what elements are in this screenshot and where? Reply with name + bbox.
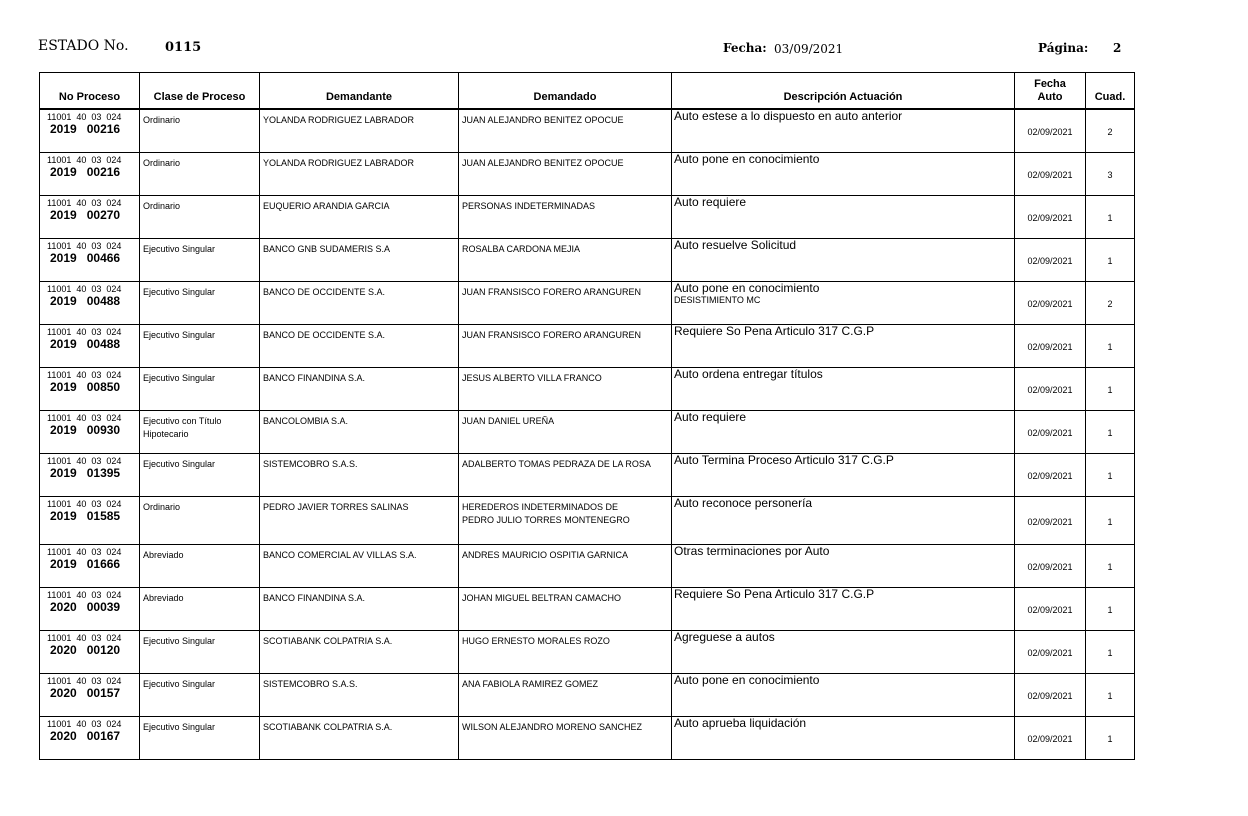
cell-cuad: 1	[1086, 411, 1135, 454]
cell-fecha-auto: 02/09/2021	[1015, 325, 1086, 368]
cell-no-proceso	[40, 674, 140, 717]
cell-fecha-auto: 02/09/2021	[1015, 109, 1086, 153]
descripcion-text: Auto pone en conocimiento	[674, 673, 820, 687]
proceso-code: 11001 40 03 024	[47, 284, 122, 294]
cell-demandante: PEDRO JAVIER TORRES SALINAS	[260, 497, 459, 545]
cell-descripcion	[672, 196, 1015, 239]
cell-demandado: JUAN FRANSISCO FORERO ARANGUREN	[459, 325, 672, 368]
table-header-row	[40, 73, 1135, 110]
descripcion-text: Auto pone en conocimiento	[674, 152, 820, 166]
descripcion-text: Requiere So Pena Articulo 317 C.G.P	[674, 324, 875, 338]
proceso-code: 11001 40 03 024	[47, 499, 122, 509]
table-row	[40, 588, 1135, 631]
cell-demandante: EUQUERIO ARANDIA GARCIA	[260, 196, 459, 239]
table-row	[40, 109, 1135, 153]
proceso-code: 11001 40 03 024	[47, 198, 122, 208]
cell-cuad: 1	[1086, 545, 1135, 588]
proceso-code: 11001 40 03 024	[47, 370, 122, 380]
table-row	[40, 196, 1135, 239]
table-row	[40, 674, 1135, 717]
cell-cuad: 1	[1086, 196, 1135, 239]
cell-no-proceso	[40, 454, 140, 497]
cell-no-proceso	[40, 325, 140, 368]
cell-descripcion	[672, 239, 1015, 282]
proceso-year-num: 2019 00850	[50, 380, 121, 394]
cell-no-proceso	[40, 545, 140, 588]
cell-demandante: BANCO DE OCCIDENTE S.A.	[260, 325, 459, 368]
cell-fecha-auto: 02/09/2021	[1015, 282, 1086, 325]
cell-cuad: 2	[1086, 109, 1135, 153]
cell-no-proceso	[40, 368, 140, 411]
cell-cuad: 1	[1086, 239, 1135, 282]
cell-clase: Ordinario	[140, 196, 260, 239]
descripcion-detalle: DESISTIMIENTO MC	[674, 295, 761, 305]
cell-demandado: JUAN DANIEL UREÑA	[459, 411, 672, 454]
cell-cuad: 1	[1086, 325, 1135, 368]
table-row	[40, 411, 1135, 454]
cell-demandante: SISTEMCOBRO S.A.S.	[260, 454, 459, 497]
cell-demandado: JUAN FRANSISCO FORERO ARANGUREN	[459, 282, 672, 325]
table-row	[40, 368, 1135, 411]
descripcion-text: Auto aprueba liquidación	[674, 716, 807, 730]
cell-no-proceso	[40, 153, 140, 196]
cell-no-proceso	[40, 588, 140, 631]
cell-cuad: 1	[1086, 588, 1135, 631]
table-row	[40, 282, 1135, 325]
proceso-code: 11001 40 03 024	[47, 456, 122, 466]
cell-demandante: BANCO DE OCCIDENTE S.A.	[260, 282, 459, 325]
cell-cuad: 2	[1086, 282, 1135, 325]
cell-cuad: 1	[1086, 497, 1135, 545]
cell-demandado: JOHAN MIGUEL BELTRAN CAMACHO	[459, 588, 672, 631]
proceso-year-num: 2019 00216	[50, 122, 121, 136]
cell-no-proceso	[40, 196, 140, 239]
cell-demandado: WILSON ALEJANDRO MORENO SANCHEZ	[459, 717, 672, 760]
estado-number: 0115	[165, 40, 202, 55]
proceso-code: 11001 40 03 024	[47, 633, 122, 643]
cell-clase: Ejecutivo Singular	[140, 325, 260, 368]
col-header-no-proceso: No Proceso	[40, 73, 140, 110]
cell-demandado: ADALBERTO TOMAS PEDRAZA DE LA ROSA	[459, 454, 672, 497]
cell-fecha-auto: 02/09/2021	[1015, 588, 1086, 631]
cell-cuad: 1	[1086, 717, 1135, 760]
cell-descripcion	[672, 454, 1015, 497]
proceso-code: 11001 40 03 024	[47, 413, 122, 423]
col-header-demandado: Demandado	[459, 73, 672, 110]
descripcion-text: Auto Termina Proceso Articulo 317 C.G.P	[674, 453, 894, 467]
actuaciones-table	[39, 72, 1135, 760]
cell-descripcion	[672, 674, 1015, 717]
table-row	[40, 454, 1135, 497]
cell-fecha-auto: 02/09/2021	[1015, 631, 1086, 674]
descripcion-text: Otras terminaciones por Auto	[674, 544, 830, 558]
cell-demandante: BANCO GNB SUDAMERIS S.A	[260, 239, 459, 282]
cell-demandante: BANCOLOMBIA S.A.	[260, 411, 459, 454]
col-header-clase: Clase de Proceso	[140, 73, 260, 110]
cell-fecha-auto: 02/09/2021	[1015, 454, 1086, 497]
cell-fecha-auto: 02/09/2021	[1015, 545, 1086, 588]
proceso-code: 11001 40 03 024	[47, 547, 122, 557]
estado-label: ESTADO No.	[38, 38, 129, 54]
cell-clase: Ejecutivo Singular	[140, 454, 260, 497]
cell-clase: Ordinario	[140, 153, 260, 196]
proceso-year-num: 2019 00270	[50, 208, 121, 222]
proceso-year-num: 2019 00488	[50, 294, 121, 308]
cell-demandado: JUAN ALEJANDRO BENITEZ OPOCUE	[459, 153, 672, 196]
cell-descripcion	[672, 497, 1015, 545]
cell-demandante: YOLANDA RODRIGUEZ LABRADOR	[260, 109, 459, 153]
proceso-code: 11001 40 03 024	[47, 155, 122, 165]
proceso-year-num: 2020 00039	[50, 600, 121, 614]
cell-demandado: JUAN ALEJANDRO BENITEZ OPOCUE	[459, 109, 672, 153]
descripcion-text: Auto pone en conocimiento	[674, 281, 820, 295]
cell-demandado: HEREDEROS INDETERMINADOS DE PEDRO JULIO TORRES MONTENEGRO	[459, 497, 672, 545]
descripcion-text: Auto resuelve Solicitud	[674, 238, 797, 252]
cell-descripcion	[672, 631, 1015, 674]
cell-descripcion	[672, 717, 1015, 760]
table-row	[40, 153, 1135, 196]
proceso-code: 11001 40 03 024	[47, 327, 122, 337]
pagina-value: 2	[1113, 41, 1122, 55]
descripcion-text: Auto estese a lo dispuesto en auto anterior	[674, 109, 903, 123]
cell-demandado: ROSALBA CARDONA MEJIA	[459, 239, 672, 282]
proceso-year-num: 2020 00120	[50, 643, 121, 657]
table-row	[40, 545, 1135, 588]
fecha-label: Fecha:	[723, 41, 767, 55]
cell-clase: Ejecutivo Singular	[140, 368, 260, 411]
col-header-fecha-auto: Fecha Auto	[1015, 73, 1086, 110]
fecha-value: 03/09/2021	[774, 42, 844, 56]
cell-demandado: JESUS ALBERTO VILLA FRANCO	[459, 368, 672, 411]
table-row	[40, 717, 1135, 760]
table-row	[40, 325, 1135, 368]
cell-fecha-auto: 02/09/2021	[1015, 153, 1086, 196]
proceso-code: 11001 40 03 024	[47, 719, 122, 729]
cell-no-proceso	[40, 411, 140, 454]
cell-clase: Ordinario	[140, 497, 260, 545]
cell-clase: Ejecutivo Singular	[140, 674, 260, 717]
cell-demandado: ANA FABIOLA RAMIREZ GOMEZ	[459, 674, 672, 717]
descripcion-text: Auto ordena entregar títulos	[674, 367, 823, 381]
cell-clase: Abreviado	[140, 588, 260, 631]
cell-fecha-auto: 02/09/2021	[1015, 674, 1086, 717]
cell-no-proceso	[40, 282, 140, 325]
proceso-code: 11001 40 03 024	[47, 590, 122, 600]
cell-no-proceso	[40, 631, 140, 674]
table-row	[40, 239, 1135, 282]
cell-demandado: PERSONAS INDETERMINADAS	[459, 196, 672, 239]
proceso-year-num: 2019 00466	[50, 251, 121, 265]
cell-descripcion	[672, 411, 1015, 454]
cell-cuad: 1	[1086, 674, 1135, 717]
col-header-descripcion: Descripción Actuación	[672, 73, 1015, 110]
cell-clase: Ejecutivo Singular	[140, 717, 260, 760]
pagina-label: Página:	[1038, 41, 1089, 55]
cell-cuad: 1	[1086, 454, 1135, 497]
cell-descripcion	[672, 545, 1015, 588]
cell-demandante: SCOTIABANK COLPATRIA S.A.	[260, 631, 459, 674]
cell-cuad: 1	[1086, 631, 1135, 674]
table-body	[40, 109, 1135, 760]
descripcion-text: Auto requiere	[674, 195, 747, 209]
cell-clase: Abreviado	[140, 545, 260, 588]
cell-clase: Ejecutivo Singular	[140, 239, 260, 282]
proceso-year-num: 2019 01666	[50, 557, 121, 571]
proceso-code: 11001 40 03 024	[47, 241, 122, 251]
proceso-year-num: 2019 00216	[50, 165, 121, 179]
cell-descripcion	[672, 588, 1015, 631]
proceso-code: 11001 40 03 024	[47, 676, 122, 686]
cell-demandante: YOLANDA RODRIGUEZ LABRADOR	[260, 153, 459, 196]
cell-no-proceso	[40, 109, 140, 153]
cell-cuad: 1	[1086, 368, 1135, 411]
proceso-year-num: 2020 00167	[50, 729, 121, 743]
proceso-year-num: 2019 00930	[50, 423, 121, 437]
cell-demandante: BANCO COMERCIAL AV VILLAS S.A.	[260, 545, 459, 588]
proceso-year-num: 2019 00488	[50, 337, 121, 351]
descripcion-text: Agreguese a autos	[674, 630, 775, 644]
cell-fecha-auto: 02/09/2021	[1015, 411, 1086, 454]
cell-demandado: HUGO ERNESTO MORALES ROZO	[459, 631, 672, 674]
cell-no-proceso	[40, 239, 140, 282]
cell-fecha-auto: 02/09/2021	[1015, 717, 1086, 760]
cell-fecha-auto: 02/09/2021	[1015, 239, 1086, 282]
descripcion-text: Auto reconoce personería	[674, 496, 813, 510]
cell-demandante: SISTEMCOBRO S.A.S.	[260, 674, 459, 717]
cell-demandado: ANDRES MAURICIO OSPITIA GARNICA	[459, 545, 672, 588]
cell-demandante: BANCO FINANDINA S.A.	[260, 588, 459, 631]
proceso-year-num: 2019 01585	[50, 509, 121, 523]
proceso-year-num: 2020 00157	[50, 686, 121, 700]
cell-cuad: 3	[1086, 153, 1135, 196]
cell-descripcion	[672, 368, 1015, 411]
cell-clase: Ordinario	[140, 109, 260, 153]
cell-clase: Ejecutivo con Título Hipotecario	[140, 411, 260, 454]
col-header-demandante: Demandante	[260, 73, 459, 110]
descripcion-text: Auto requiere	[674, 410, 747, 424]
proceso-year-num: 2019 01395	[50, 466, 121, 480]
col-header-cuad: Cuad.	[1086, 73, 1135, 110]
cell-clase: Ejecutivo Singular	[140, 631, 260, 674]
cell-fecha-auto: 02/09/2021	[1015, 196, 1086, 239]
cell-fecha-auto: 02/09/2021	[1015, 497, 1086, 545]
cell-no-proceso	[40, 497, 140, 545]
cell-no-proceso	[40, 717, 140, 760]
cell-demandante: SCOTIABANK COLPATRIA S.A.	[260, 717, 459, 760]
cell-demandante: BANCO FINANDINA S.A.	[260, 368, 459, 411]
descripcion-text: Requiere So Pena Articulo 317 C.G.P	[674, 587, 875, 601]
table-row	[40, 497, 1135, 545]
cell-descripcion	[672, 325, 1015, 368]
proceso-code: 11001 40 03 024	[47, 112, 122, 122]
cell-descripcion	[672, 109, 1015, 153]
cell-clase: Ejecutivo Singular	[140, 282, 260, 325]
cell-fecha-auto: 02/09/2021	[1015, 368, 1086, 411]
cell-descripcion	[672, 153, 1015, 196]
cell-descripcion	[672, 282, 1015, 325]
table-row	[40, 631, 1135, 674]
